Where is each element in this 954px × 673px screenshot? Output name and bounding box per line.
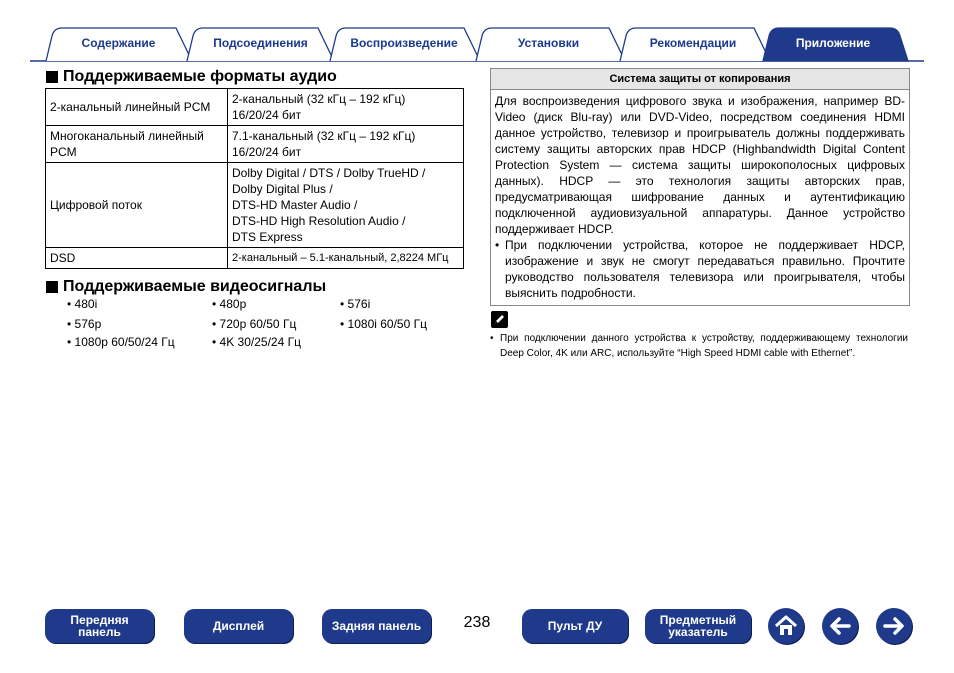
index-label-line1: Предметный bbox=[659, 613, 737, 627]
rear-panel-label: Задняя панель bbox=[331, 619, 422, 633]
tab-connections[interactable]: Подсоединения bbox=[213, 36, 308, 50]
front-panel-label-line2: панель bbox=[78, 625, 121, 639]
table-row bbox=[46, 163, 464, 248]
video-signals-heading-text: Поддерживаемые видеосигналы bbox=[63, 278, 327, 295]
home-button[interactable] bbox=[768, 608, 804, 644]
back-button[interactable] bbox=[822, 608, 858, 644]
spec-line: 2-канальный – 5.1-канальный, 2,8224 МГц bbox=[232, 252, 449, 264]
table-row bbox=[46, 126, 464, 163]
remote-button[interactable] bbox=[522, 609, 628, 643]
video-format: 4K 30/25/24 Гц bbox=[219, 335, 301, 349]
format-cell: Многоканальный линейный PCM bbox=[46, 126, 228, 163]
list-item: • 576i bbox=[340, 297, 371, 311]
spec-cell bbox=[228, 248, 464, 269]
list-item: • 1080p 60/50/24 Гц bbox=[67, 335, 175, 349]
top-tab-bar bbox=[0, 0, 954, 64]
spec-line: 7.1-канальный (32 кГц – 192 кГц) bbox=[232, 129, 416, 143]
video-format: 480p bbox=[219, 297, 247, 311]
audio-formats-heading-text: Поддерживаемые форматы аудио bbox=[63, 68, 337, 85]
list-item: • 720p 60/50 Гц bbox=[212, 317, 297, 331]
pencil-icon bbox=[491, 311, 508, 328]
copy-protection-body bbox=[491, 90, 909, 305]
arrow-left-icon bbox=[822, 608, 858, 644]
index-button[interactable] bbox=[645, 609, 751, 643]
front-panel-label-line1: Передняя bbox=[70, 613, 129, 627]
home-icon bbox=[768, 608, 804, 644]
spec-cell bbox=[228, 163, 464, 248]
video-format: 1080p 60/50/24 Гц bbox=[74, 335, 175, 349]
list-item: • 576p bbox=[67, 317, 102, 331]
spec-cell bbox=[228, 89, 464, 126]
spec-line: DTS Express bbox=[232, 230, 303, 244]
front-panel-button[interactable] bbox=[45, 609, 154, 643]
tab-playback[interactable]: Воспроизведение bbox=[350, 36, 458, 50]
spec-line: Dolby Digital Plus / bbox=[232, 182, 333, 196]
list-item: • 480p bbox=[212, 297, 247, 311]
spec-line: 2-канальный (32 кГц – 192 кГц) bbox=[232, 92, 406, 106]
hdmi-cable-note-text: При подключении данного устройства к устройству, поддерживающему технологии Deep Color, 4K или ARC, используйте “High Speed HDMI cable with Ethernet”. bbox=[500, 333, 908, 359]
video-signals-heading bbox=[46, 278, 326, 296]
forward-button[interactable] bbox=[876, 608, 912, 644]
hdmi-cable-note bbox=[490, 331, 908, 361]
video-format: 576p bbox=[74, 317, 102, 331]
square-bullet-icon bbox=[46, 281, 58, 293]
rear-panel-button[interactable] bbox=[322, 609, 431, 643]
format-cell: DSD bbox=[46, 248, 228, 269]
page-number: 238 bbox=[463, 614, 491, 631]
square-bullet-icon bbox=[46, 71, 58, 83]
display-button[interactable] bbox=[184, 609, 293, 643]
copy-protection-bullet bbox=[495, 237, 905, 301]
index-label-line2: указатель bbox=[668, 625, 728, 639]
display-label: Дисплей bbox=[212, 619, 265, 633]
video-format: 1080i 60/50 Гц bbox=[347, 317, 427, 331]
remote-label: Пульт ДУ bbox=[547, 619, 603, 633]
video-format: 576i bbox=[347, 297, 371, 311]
tab-settings[interactable]: Установки bbox=[517, 36, 580, 50]
spec-line: 16/20/24 бит bbox=[232, 145, 302, 159]
pencil-icon-graphic bbox=[491, 311, 508, 328]
video-format: 720p 60/50 Гц bbox=[219, 317, 297, 331]
video-format: 480i bbox=[74, 297, 98, 311]
arrow-right-icon bbox=[876, 608, 912, 644]
audio-formats-heading bbox=[46, 68, 337, 86]
copy-protection-bullet-text: При подключении устройства, которое не поддерживает HDCP, изображение и звук не смогут передаваться правильно. Прочтите руководство пользователя телевизора или проигрывателя, чтобы выяснить подробности. bbox=[505, 238, 905, 300]
copy-protection-title: Система защиты от копирования bbox=[491, 69, 909, 90]
spec-line: DTS-HD Master Audio / bbox=[232, 198, 358, 212]
spec-cell bbox=[228, 126, 464, 163]
format-cell: Цифровой поток bbox=[46, 163, 228, 248]
list-item: • 4K 30/25/24 Гц bbox=[212, 335, 301, 349]
copy-protection-box bbox=[490, 68, 910, 306]
bullet-dot: • bbox=[495, 238, 500, 252]
table-row bbox=[46, 248, 464, 269]
audio-formats-table bbox=[45, 88, 464, 269]
copy-protection-text: Для воспроизведения цифрового звука и изображения, например BD-Video (диск Blu-ray) или DVD-Video, посредством соединения HDMI данное устройство, телевизор и проигрыватель должны поддерживать систему защиты авторских прав HDCP (Highbandwidth Digital Content Protection System — система защиты широкополосных цифровых данных). HDCP — это технология защиты авторских прав, предусматривающая шифрование данных и аутентификацию подключенной аудиовизуальной аппаратуры. Данное устройство поддерживает HDCP. bbox=[495, 94, 905, 236]
tab-contents[interactable]: Содержание bbox=[81, 36, 156, 50]
spec-line: DTS-HD High Resolution Audio / bbox=[232, 214, 406, 228]
tab-appendix[interactable]: Приложение bbox=[795, 36, 871, 50]
spec-line: Dolby Digital / DTS / Dolby TrueHD / bbox=[232, 166, 426, 180]
spec-line: 16/20/24 бит bbox=[232, 108, 302, 122]
format-cell: 2-канальный линейный PCM bbox=[46, 89, 228, 126]
list-item: • 480i bbox=[67, 297, 98, 311]
list-item: • 1080i 60/50 Гц bbox=[340, 317, 427, 331]
tab-tips[interactable]: Рекомендации bbox=[649, 36, 737, 50]
table-row bbox=[46, 89, 464, 126]
tab-shapes bbox=[0, 0, 954, 64]
bullet-dot: • bbox=[490, 333, 494, 344]
